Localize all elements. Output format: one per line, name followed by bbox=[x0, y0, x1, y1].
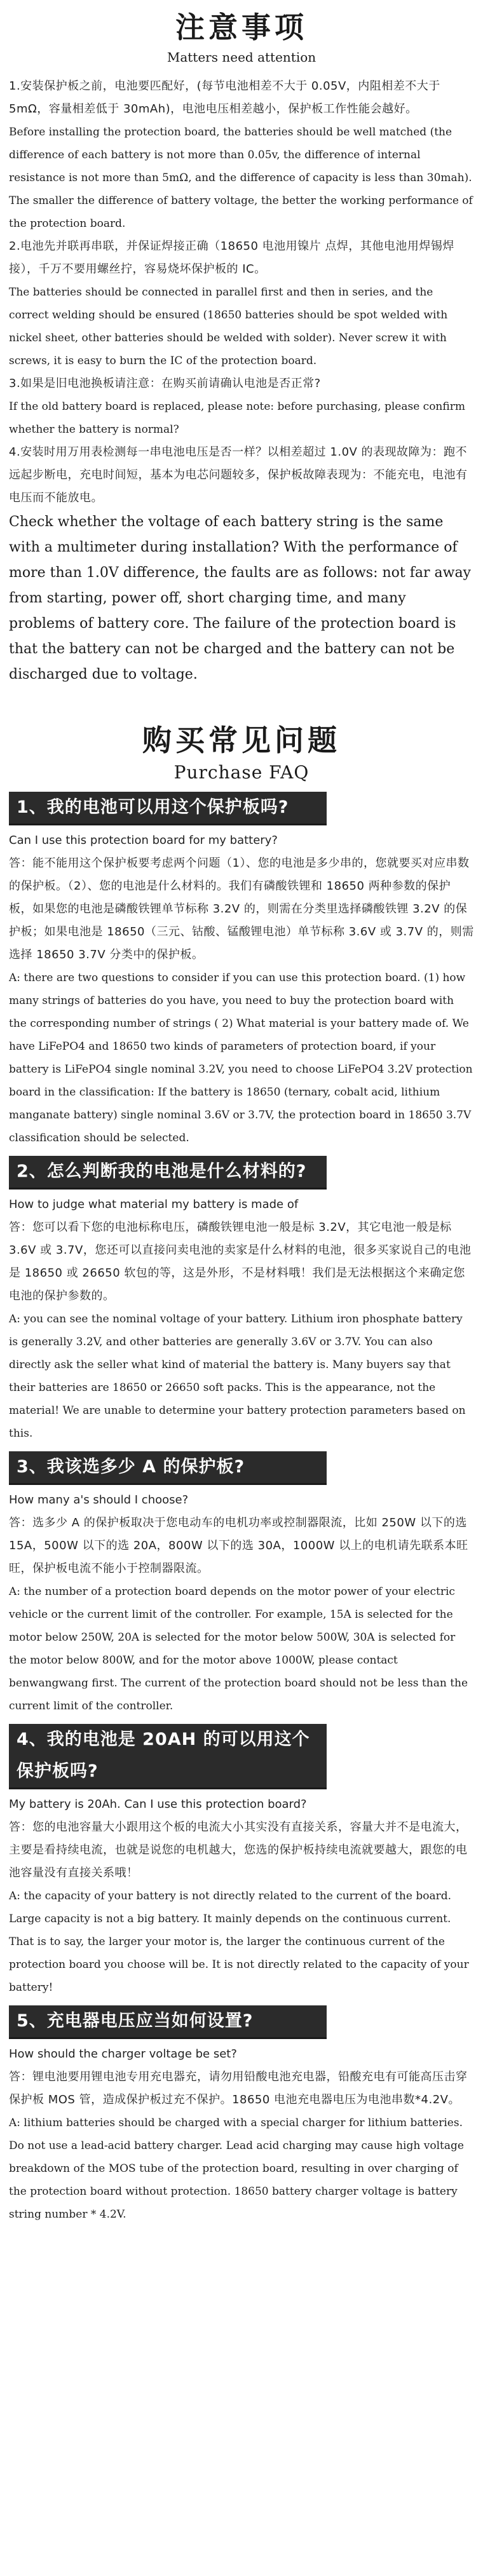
faq-question-en: How many a's should I choose? bbox=[9, 1493, 189, 1507]
faq-question-banner: 4、我的电池是 20AH 的可以用这个保护板吗? bbox=[9, 1724, 327, 1789]
faq-answer-cn: 答：能不能用这个保护板要考虑两个问题（1）、您的电池是多少串的，您就要买对应串数的保护板。（2）、您的电池是什么材料的。我们有磷酸铁锂和 18650 两种参数的保护板，如果您的电池是磷酸铁锂单节标称 3.2V 的，则需在分类里选择磷酸铁锂 3.2V 的保护板；如果电池是 18650（三元、钴酸、锰酸锂电池）单节标称 3.6V 或 3.7V 的，则需选择 18650 3.7V 分类中的保护板。 bbox=[9, 857, 474, 961]
notice-item-en: The batteries should be connected in parallel first and then in series, and the correct welding should be ensured (18650 batteries should be spot welded with nickel sheet, other batteries should be welded with solder). Never screw it with screws, it is easy to burn the IC of the protection board. bbox=[9, 286, 448, 367]
faq-answer-cn: 答：您的电池容量大小跟用这个板的电流大小其实没有直接关系，容量大并不是电流大，主要是看持续电流，也就是说您的电机越大，您选的保护板持续电流就要越大，跟您的电池容量没有直接关系哦！ bbox=[9, 1820, 468, 1880]
faq-question-banner: 3、我该选多少 A 的保护板? bbox=[9, 1451, 327, 1485]
faq-item-2 bbox=[9, 1156, 474, 1445]
notice-header bbox=[9, 0, 474, 66]
notice-item-en: Before installing the protection board, the batteries should be well matched (the difference of each battery is not more than 0.05v, the difference of internal resistance is not more than 5mΩ, and the difference of capacity is less than 30mah). The smaller the difference of battery voltage, the better the working performance of the protection board. bbox=[9, 126, 473, 230]
section-spacer bbox=[9, 688, 474, 713]
notice-title-cn: 注意事项 bbox=[175, 10, 308, 44]
faq-question-banner: 2、怎么判断我的电池是什么材料的? bbox=[9, 1156, 327, 1190]
faq-item-4 bbox=[9, 1724, 474, 1999]
notice-item-en: Check whether the voltage of each battery string is the same with a multimeter during installation? With the performance of more than 1.0V difference, the faults are as follows: not far away from starting, power off, short charging time, and many problems of battery core. The failure of the protection board is that the battery can not be charged and the battery can not be discharged due to voltage. bbox=[9, 514, 471, 682]
faq-answer-cn: 答：选多少 A 的保护板取决于您电动车的电机功率或控制器限流，比如 250W 以下的选 15A，500W 以下的选 20A，800W 以下的选 30A，1000W 以上的电机请先联系本旺旺，保护板电流不能小于控制器限流。 bbox=[9, 1516, 468, 1575]
notice-item-3 bbox=[9, 372, 474, 441]
faq-title-cn: 购买常见问题 bbox=[142, 723, 341, 757]
notice-item-en: If the old battery board is replaced, please note: before purchasing, please confirm whether the battery is normal? bbox=[9, 400, 465, 436]
faq-question-en: My battery is 20Ah. Can I use this protection board? bbox=[9, 1798, 307, 1811]
faq-answer-en: A: the number of a protection board depends on the motor power of your electric vehicle or the current limit of the controller. For example, 15A is selected for the motor below 250W, 20A is selected for the motor below 500W, 30A is selected for the motor below 800W, and for the motor above 1000W, please contact benwangwang first. The current of the protection board should not be less than the current limit of the controller. bbox=[9, 1585, 468, 1712]
faq-title-en: Purchase FAQ bbox=[173, 762, 310, 783]
notice-item-1 bbox=[9, 75, 474, 235]
faq-answer-en: A: the capacity of your battery is not directly related to the current of the board. Large capacity is not a big battery. It mainly depends on the continuous current. That is to say, the larger your motor is, the larger the continuous current of the protection board you choose will be. It is not directly related to the capacity of your battery! bbox=[9, 1890, 469, 1994]
faq-item-1 bbox=[9, 792, 474, 1149]
faq-answer-en: A: you can see the nominal voltage of your battery. Lithium iron phosphate battery is generally 3.2V, and other batteries are generally 3.6V or 3.7V. You can also directly ask the seller what kind of material the battery is. Many buyers say that their batteries are 18650 or 26650 soft packs. This is the appearance, not the material! We are unable to determine your battery protection parameters based on this. bbox=[9, 1313, 466, 1440]
faq-answer-cn: 答：您可以看下您的电池标称电压，磷酸铁锂电池一般是标 3.2V，其它电池一般是标 3.6V 或 3.7V，您还可以直接问卖电池的卖家是什么材料的电池，很多买家说自己的电池是 18650 或 26650 软包的等，这是外形，不是材料哦！我们是无法根据这个来确定您电池的保护参数的。 bbox=[9, 1221, 472, 1303]
faq-question-banner: 5、充电器电压应当如何设置? bbox=[9, 2005, 327, 2039]
faq-answer-en: A: there are two questions to consider if you can use this protection board. (1) how many strings of batteries do you have, you need to buy the protection board with the corresponding number of strings ( 2) What material is your battery made of. We have LiFePO4 and 18650 two kinds of parameters of protection board, if your battery is LiFePO4 single nominal 3.2V, you need to choose LiFePO4 3.2V protection board in the classification: If the battery is 18650 (ternary, cobalt acid, lithium manganate battery) single nominal 3.6V or 3.7V, the protection board in 18650 3.7V classification should be selected. bbox=[9, 972, 473, 1144]
notice-item-cn: 4.安装时用万用表检测每一串电池电压是否一样？以相差超过 1.0V 的表现故障为：跑不远起步断电，充电时间短，基本为电芯问题较多，保护板故障表现为：不能充电，电池有电压而不能放电。 bbox=[9, 445, 468, 505]
notice-title-en: Matters need attention bbox=[167, 50, 316, 65]
faq-item-5 bbox=[9, 2005, 474, 2226]
faq-question-en: Can I use this protection board for my battery? bbox=[9, 834, 278, 847]
faq-question-banner: 1、我的电池可以用这个保护板吗? bbox=[9, 792, 327, 825]
faq-header bbox=[9, 713, 474, 784]
faq-question-en: How to judge what material my battery is made of bbox=[9, 1198, 299, 1211]
notice-item-4 bbox=[9, 441, 474, 688]
faq-question-en: How should the charger voltage be set? bbox=[9, 2047, 237, 2061]
faq-answer-en: A: lithium batteries should be charged with a special charger for lithium batteries. Do not use a lead-acid battery charger. Lead acid charging may cause high voltage breakdown of the MOS tube of the protection board, resulting in over charging of the protection board without protection. 18650 battery charger voltage is battery string number * 4.2V. bbox=[9, 2117, 464, 2221]
notice-item-cn: 2.电池先并联再串联，并保证焊接正确（18650 电池用镍片 点焊，其他电池用焊锡焊接），千万不要用螺丝拧，容易烧坏保护板的 IC。 bbox=[9, 240, 454, 276]
notice-item-cn: 1.安装保护板之前，电池要匹配好，(每节电池相差不大于 0.05V，内阻相差不大于 5mΩ，容量相差低于 30mAh)，电池电压相差越小，保护板工作性能会越好。 bbox=[9, 79, 440, 116]
faq-item-3 bbox=[9, 1451, 474, 1718]
faq-answer-cn: 答：锂电池要用锂电池专用充电器充，请勿用铅酸电池充电器，铅酸充电有可能高压击穿保护板 MOS 管，造成保护板过充不保护。18650 电池充电器电压为电池串数*4.2V。 bbox=[9, 2070, 468, 2106]
notice-item-2 bbox=[9, 235, 474, 372]
notice-item-cn: 3.如果是旧电池换板请注意：在购买前请确认电池是否正常? bbox=[9, 377, 321, 390]
